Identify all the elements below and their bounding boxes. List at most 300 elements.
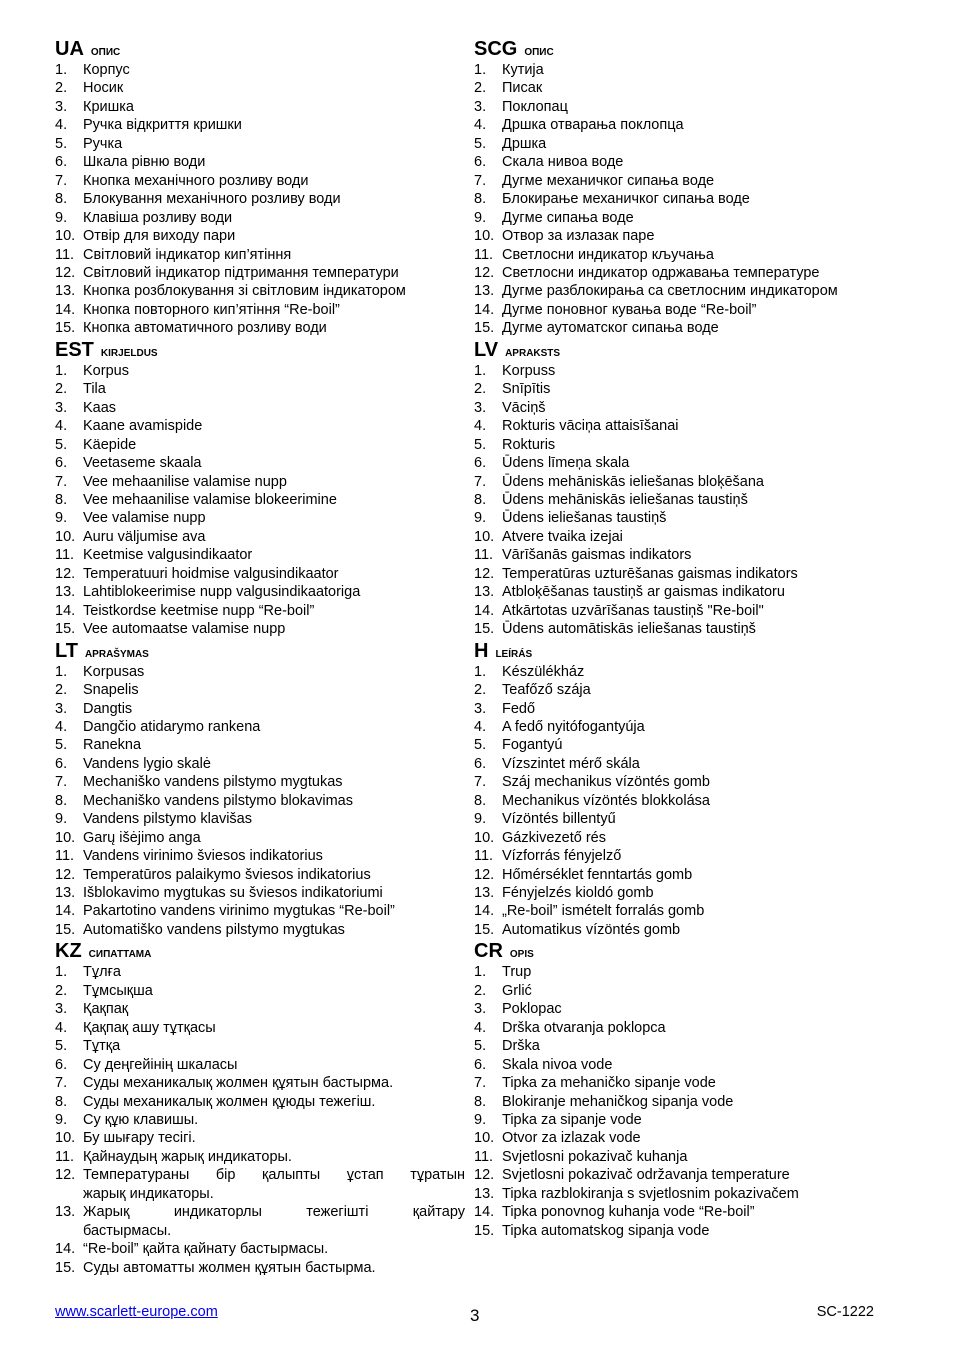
- parts-list: [55, 663, 465, 940]
- item-text: Тұтқа: [83, 1038, 121, 1055]
- list-item: [55, 301, 465, 319]
- item-number: 13.: [55, 584, 76, 601]
- item-number: 12.: [55, 565, 76, 582]
- list-item: [55, 810, 465, 828]
- item-text: Поклопац: [502, 98, 568, 115]
- item-number: 1.: [474, 663, 487, 680]
- item-text: Vee mehaanilise valamise blokeerimine: [83, 491, 337, 508]
- list-item: [474, 1129, 884, 1147]
- item-number: 11.: [55, 246, 75, 263]
- item-number: 11.: [474, 547, 494, 564]
- item-text: Teafőző szája: [502, 682, 591, 699]
- item-text: Суды механикалық жолмен құюды тежегіш.: [83, 1093, 376, 1110]
- item-number: 15.: [55, 1259, 76, 1276]
- list-item: [474, 319, 884, 337]
- list-item: [55, 319, 465, 337]
- item-number: 8.: [55, 491, 68, 508]
- item-text: Суды механикалық жолмен құятын бастырма.: [83, 1075, 394, 1092]
- item-text: Кришка: [83, 98, 134, 115]
- item-number: 5.: [55, 135, 68, 152]
- item-number: 12.: [474, 264, 495, 281]
- list-item: [55, 98, 465, 116]
- item-text: Kaane avamispide: [83, 418, 203, 435]
- list-item: [474, 546, 884, 564]
- item-number: 7.: [55, 473, 68, 490]
- item-number: 2.: [55, 982, 68, 999]
- list-item: [474, 528, 884, 546]
- item-number: 2.: [474, 381, 487, 398]
- item-text: Vandens pilstymo klavišas: [83, 811, 252, 828]
- item-number: 6.: [474, 1056, 487, 1073]
- list-item: [474, 190, 884, 208]
- list-item: [55, 473, 465, 491]
- list-item: [55, 1037, 465, 1055]
- item-text: Svjetlosni pokazivač održavanja temperature: [502, 1167, 790, 1184]
- list-item: [474, 227, 884, 245]
- item-number: 13.: [55, 885, 76, 902]
- item-number: 3.: [474, 399, 487, 416]
- item-number: 4.: [55, 418, 68, 435]
- item-number: 11.: [474, 848, 494, 865]
- item-number: 7.: [474, 172, 487, 189]
- item-number: 5.: [474, 436, 487, 453]
- list-item: [474, 602, 884, 620]
- item-text: Temperatuuri hoidmise valgusindikaator: [83, 565, 339, 582]
- item-text: Носик: [83, 80, 124, 97]
- item-number: 1.: [55, 663, 68, 680]
- item-text: Tipka automatskog sipanja vode: [502, 1222, 710, 1239]
- item-number: 13.: [474, 1185, 495, 1202]
- list-item: [474, 810, 884, 828]
- list-item: [55, 866, 465, 884]
- list-item: [55, 620, 465, 638]
- list-item: [474, 1166, 884, 1184]
- list-item: [474, 380, 884, 398]
- list-item: [474, 1037, 884, 1055]
- list-item: [55, 509, 465, 527]
- item-text: Auru väljumise ava: [83, 528, 206, 545]
- item-number: 12.: [474, 1167, 495, 1184]
- list-item: [55, 172, 465, 190]
- item-text: Скала нивоа воде: [502, 154, 624, 171]
- item-text: Клавіша розливу води: [83, 209, 233, 226]
- list-item: [55, 902, 465, 920]
- left-column: [55, 37, 465, 1277]
- list-item: [474, 1222, 884, 1240]
- item-text: Vízforrás fényjelző: [502, 848, 622, 865]
- section-title: kirjeldus: [100, 343, 158, 360]
- item-number: 10.: [474, 1130, 495, 1147]
- list-item: [55, 399, 465, 417]
- item-text: Ручка: [83, 135, 123, 152]
- item-text: Tipka za sipanje vode: [502, 1112, 642, 1129]
- item-text: Vee valamise nupp: [83, 510, 206, 527]
- list-item: [55, 1056, 465, 1074]
- item-number: 13.: [474, 283, 495, 300]
- list-item: [55, 153, 465, 171]
- item-number: 7.: [474, 473, 487, 490]
- item-text: Tipka za mehaničko sipanje vode: [502, 1075, 716, 1092]
- item-number: 4.: [474, 117, 487, 134]
- item-number: 1.: [474, 62, 487, 78]
- section-title: opis: [509, 945, 534, 962]
- item-text: Korpus: [83, 362, 129, 379]
- item-number: 5.: [474, 1038, 487, 1055]
- parts-list: [55, 61, 465, 338]
- language-code: SCG: [474, 38, 518, 60]
- list-item: [55, 718, 465, 736]
- item-text: Дугме разблокирања са светлосним индикатором: [502, 283, 838, 300]
- item-number: 9.: [55, 510, 68, 527]
- list-item: [55, 190, 465, 208]
- list-item: [55, 1259, 465, 1277]
- item-text: Grlić: [502, 982, 532, 999]
- item-text: Mechaniško vandens pilstymo mygtukas: [83, 774, 343, 791]
- list-item: [474, 473, 884, 491]
- item-number: 6.: [55, 1056, 68, 1073]
- item-text: Korpuss: [502, 362, 556, 379]
- item-number: 4.: [474, 1019, 487, 1036]
- item-text: Mechanikus vízöntés blokkolása: [502, 792, 710, 809]
- item-number: 9.: [55, 209, 68, 226]
- item-text: Temperatūros palaikymo šviesos indikatorius: [83, 866, 371, 883]
- list-item: [474, 829, 884, 847]
- list-item: [55, 773, 465, 791]
- item-number: 4.: [55, 718, 68, 735]
- list-item: [474, 884, 884, 902]
- item-text: Drška: [502, 1038, 540, 1055]
- item-text: Ūdens mehāniskās ieliešanas taustiņš: [502, 491, 748, 508]
- section-cr: [474, 939, 884, 1240]
- list-item: [474, 1074, 884, 1092]
- item-text: Тұмсықша: [83, 982, 153, 999]
- item-text: Automatikus vízöntés gomb: [502, 921, 681, 938]
- section-kz: [55, 939, 465, 1277]
- item-text: Қақпақ ашу тұтқасы: [83, 1019, 216, 1036]
- list-item: [55, 546, 465, 564]
- list-item: [474, 399, 884, 417]
- item-text: Ūdens automātiskās ieliešanas taustiņš: [502, 621, 756, 638]
- list-item: [474, 301, 884, 319]
- list-item: [55, 227, 465, 245]
- list-item: [474, 847, 884, 865]
- item-text: Кнопка механічного розливу води: [83, 172, 309, 189]
- item-number: 1.: [55, 62, 68, 78]
- list-item: [55, 135, 465, 153]
- item-text: Atvere tvaika izejai: [502, 528, 623, 545]
- item-text: Кутија: [502, 62, 544, 78]
- website-link[interactable]: www.scarlett-europe.com: [55, 1304, 218, 1320]
- list-item: [55, 736, 465, 754]
- list-item: [55, 982, 465, 1000]
- item-number: 3.: [474, 98, 487, 115]
- item-number: 14.: [55, 1241, 76, 1258]
- section-title: опис: [524, 43, 554, 59]
- list-item: [474, 282, 884, 300]
- item-number: 15.: [474, 921, 495, 938]
- item-text: Писак: [502, 80, 543, 97]
- item-number: 13.: [474, 584, 495, 601]
- item-number: 6.: [474, 154, 487, 171]
- item-number: 9.: [474, 209, 487, 226]
- item-text: Készülékház: [502, 663, 585, 680]
- item-number: 9.: [55, 811, 68, 828]
- list-item: [474, 792, 884, 810]
- item-text: Vee automaatse valamise nupp: [83, 621, 286, 638]
- item-number: 8.: [474, 792, 487, 809]
- item-number: 10.: [474, 829, 495, 846]
- item-number: 1.: [474, 964, 487, 981]
- list-item: [474, 436, 884, 454]
- list-item: [55, 921, 465, 939]
- item-number: 7.: [474, 1075, 487, 1092]
- item-number: 11.: [55, 547, 75, 564]
- item-number: 2.: [474, 80, 487, 97]
- item-text: Жарық индикаторлы тежегішті қайтару: [83, 1204, 465, 1221]
- section-est: [55, 338, 465, 639]
- list-item: [474, 700, 884, 718]
- list-item: [474, 681, 884, 699]
- section-lt: [55, 639, 465, 940]
- item-number: 4.: [55, 117, 68, 134]
- item-text: Snīpītis: [502, 381, 551, 398]
- item-number: 10.: [55, 829, 76, 846]
- language-code: UA: [55, 38, 84, 60]
- list-item: [55, 681, 465, 699]
- list-item: [474, 79, 884, 97]
- list-item: [474, 1185, 884, 1203]
- list-item: [474, 1148, 884, 1166]
- item-text: Светлосни индикатор кључања: [502, 246, 714, 263]
- item-text: Отвор за излазак паре: [502, 228, 655, 245]
- list-item: [474, 417, 884, 435]
- list-item: [474, 902, 884, 920]
- item-text: Температураны бір қалыпты ұстап тұратын: [83, 1167, 465, 1184]
- item-number: 8.: [55, 191, 68, 208]
- right-column: [474, 37, 884, 1240]
- item-text: Ūdens ieliešanas taustiņš: [502, 510, 667, 527]
- item-number: 7.: [55, 172, 68, 189]
- item-number: 6.: [55, 455, 68, 472]
- item-text: Veetaseme skaala: [83, 455, 202, 472]
- section-heading: [55, 639, 465, 663]
- item-number: 11.: [55, 848, 75, 865]
- list-item: [474, 98, 884, 116]
- item-text: Vāciņš: [502, 399, 546, 416]
- language-code: LV: [474, 338, 499, 361]
- list-item: [55, 963, 465, 981]
- list-item: [474, 583, 884, 601]
- item-text: Keetmise valgusindikaator: [83, 547, 253, 564]
- item-number: 8.: [474, 491, 487, 508]
- item-text: Дршка: [502, 135, 547, 152]
- item-text: Kaas: [83, 399, 117, 416]
- item-number: 4.: [55, 1019, 68, 1036]
- item-text: Тұлға: [83, 964, 121, 981]
- item-text: Дугме механичког сипања воде: [502, 172, 715, 189]
- list-item: [55, 436, 465, 454]
- item-number: 9.: [55, 1112, 68, 1129]
- item-text: Otvor za izlazak vode: [502, 1130, 641, 1147]
- list-item: [474, 921, 884, 939]
- item-text: Світловий індикатор кип’ятіння: [83, 246, 292, 263]
- parts-list: [474, 663, 884, 940]
- list-item: [474, 755, 884, 773]
- item-text: Rokturis vāciņa attaisīšanai: [502, 418, 679, 435]
- item-text: Išblokavimo mygtukas su šviesos indikatoriumi: [83, 885, 383, 902]
- item-number: 13.: [474, 885, 495, 902]
- item-number: 9.: [474, 1112, 487, 1129]
- item-text: Қақпақ: [83, 1001, 129, 1018]
- list-item: [55, 282, 465, 300]
- list-item: [474, 209, 884, 227]
- item-number: 11.: [474, 246, 494, 263]
- item-text: Vandens lygio skalė: [83, 755, 211, 772]
- item-number: 3.: [474, 700, 487, 717]
- list-item: [55, 1240, 465, 1258]
- item-number: 15.: [55, 621, 76, 638]
- item-number: 15.: [55, 320, 76, 337]
- section-heading: [55, 37, 465, 61]
- item-number: 14.: [474, 301, 495, 318]
- section-h: [474, 639, 884, 940]
- list-item: [55, 602, 465, 620]
- item-text: Tila: [83, 381, 106, 398]
- list-item: [55, 829, 465, 847]
- item-text: Drška otvaranja poklopca: [502, 1019, 666, 1036]
- item-number: 15.: [474, 1222, 495, 1239]
- item-number: 5.: [474, 135, 487, 152]
- item-number: 10.: [55, 528, 76, 545]
- list-item: [55, 61, 465, 79]
- item-text: Fedő: [502, 700, 536, 717]
- item-number: 15.: [474, 320, 495, 337]
- item-text: Tipka ponovnog kuhanja vode “Re-boil”: [502, 1204, 755, 1221]
- item-text: Шкала рівню води: [83, 154, 206, 171]
- item-text: Mechaniško vandens pilstymo blokavimas: [83, 792, 353, 809]
- list-item: [55, 491, 465, 509]
- item-text: Vee mehaanilise valamise nupp: [83, 473, 287, 490]
- list-item: [55, 1111, 465, 1129]
- list-item: [474, 1093, 884, 1111]
- item-number: 4.: [474, 718, 487, 735]
- item-number: 7.: [55, 1075, 68, 1092]
- item-number: 11.: [55, 1148, 75, 1165]
- section-title: apraksts: [505, 343, 561, 360]
- item-number: 12.: [55, 866, 76, 883]
- item-text: Дугме аутоматског сипања воде: [502, 320, 719, 337]
- item-text-continued: жарық индикаторы.: [83, 1185, 214, 1202]
- section-heading: [474, 37, 884, 61]
- section-title: опис: [90, 43, 121, 59]
- item-text: Су деңгейінің шкаласы: [83, 1056, 238, 1073]
- list-item: [55, 79, 465, 97]
- list-item: [474, 246, 884, 264]
- list-item: [55, 847, 465, 865]
- item-number: 1.: [55, 362, 68, 379]
- item-number: 8.: [474, 1093, 487, 1110]
- item-number: 13.: [55, 1204, 76, 1221]
- item-number: 6.: [474, 755, 487, 772]
- item-text: Ūdens līmeņa skala: [502, 455, 630, 472]
- list-item: [474, 1203, 884, 1221]
- item-text: Fényjelzés kioldó gomb: [502, 885, 654, 902]
- parts-list: [474, 963, 884, 1240]
- item-text: Korpusas: [83, 663, 145, 680]
- list-item: [55, 380, 465, 398]
- list-item: [474, 362, 884, 380]
- item-text: A fedő nyitófogantyúja: [502, 718, 645, 735]
- item-text: Кнопка повторного кип’ятіння “Re-boil”: [83, 301, 340, 318]
- section-scg: [474, 37, 884, 338]
- item-text: „Re-boil” ismételt forralás gomb: [502, 903, 705, 920]
- list-item: [55, 565, 465, 583]
- item-number: 15.: [55, 921, 76, 938]
- section-title: leírás: [495, 644, 533, 661]
- item-number: 6.: [55, 154, 68, 171]
- item-text: Vārīšanās gaismas indikators: [502, 547, 692, 564]
- list-item: [55, 1129, 465, 1147]
- item-text: Дугме поновног кувања воде “Re-boil”: [502, 301, 757, 318]
- item-text: Дугме сипања воде: [502, 209, 634, 226]
- section-heading: [474, 639, 884, 663]
- item-number: 2.: [55, 381, 68, 398]
- item-number: 6.: [474, 455, 487, 472]
- list-item: [474, 565, 884, 583]
- section-heading: [55, 338, 465, 362]
- list-item: [474, 264, 884, 282]
- item-number: 7.: [474, 774, 487, 791]
- item-text: Snapelis: [83, 682, 139, 699]
- list-item: [55, 583, 465, 601]
- item-text: Blokiranje mehaničkog sipanja vode: [502, 1093, 734, 1110]
- item-number: 2.: [474, 682, 487, 699]
- item-text: Rokturis: [502, 436, 556, 453]
- item-number: 12.: [55, 1167, 76, 1184]
- item-number: 12.: [474, 866, 495, 883]
- list-item: [474, 454, 884, 472]
- item-text: Бу шығару тесігі.: [83, 1130, 196, 1147]
- item-text: Temperatūras uzturēšanas gaismas indikators: [502, 565, 798, 582]
- item-number: 14.: [55, 301, 76, 318]
- item-number: 10.: [474, 528, 495, 545]
- list-item: [55, 417, 465, 435]
- item-number: 2.: [474, 982, 487, 999]
- section-heading: [474, 939, 884, 963]
- list-item: [55, 792, 465, 810]
- item-text: Vandens virinimo šviesos indikatorius: [83, 848, 323, 865]
- list-item: [55, 454, 465, 472]
- model-number: SC-1222: [816, 1304, 874, 1320]
- list-item: [55, 663, 465, 681]
- item-number: 14.: [474, 602, 495, 619]
- item-number: 9.: [474, 510, 487, 527]
- section-heading: [55, 939, 465, 963]
- item-text: Tipka razblokiranja s svjetlosnim pokazivačem: [502, 1185, 799, 1202]
- item-text: Vízszintet mérő skála: [502, 755, 640, 772]
- item-number: 4.: [474, 418, 487, 435]
- item-text: Vízöntés billentyű: [502, 811, 616, 828]
- item-number: 10.: [55, 228, 76, 245]
- item-number: 8.: [474, 191, 487, 208]
- list-item: [55, 1166, 465, 1203]
- item-number: 5.: [55, 1038, 68, 1055]
- item-text: Fogantyú: [502, 737, 563, 754]
- item-text-continued: бастырмасы.: [83, 1222, 172, 1239]
- item-number: 14.: [474, 1204, 495, 1221]
- list-item: [55, 1019, 465, 1037]
- item-text: Svjetlosni pokazivač kuhanja: [502, 1148, 688, 1165]
